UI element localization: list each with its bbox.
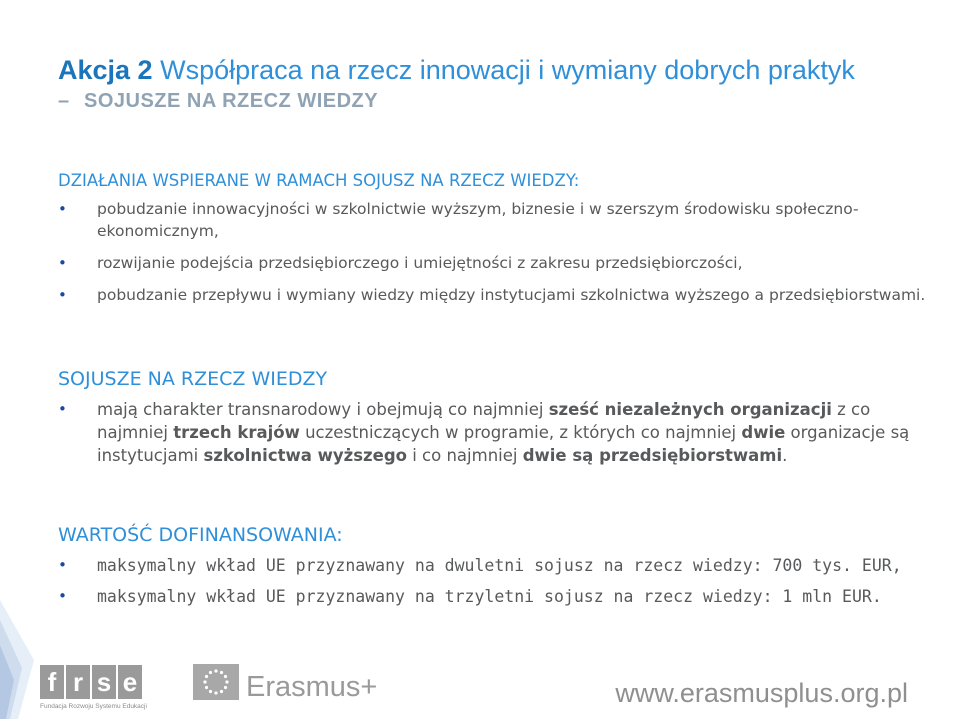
title-block <box>58 54 938 113</box>
title-text: Współpraca na rzecz innowacji i wymiany dobrych praktyk <box>160 55 855 85</box>
list-item: • pobudzanie przepływu i wymiany wiedzy między instytucjami szkolnictwa wyższego a przedsiębiorstwami. <box>58 284 938 306</box>
list-item: • maksymalny wkład UE przyznawany na trzyletni sojusz na rzecz wiedzy: 1 mln EUR. <box>58 585 938 608</box>
list-item: • maksymalny wkład UE przyznawany na dwuletni sojusz na rzecz wiedzy: 700 tys. EUR, <box>58 554 938 577</box>
bold-span: dwie <box>741 423 786 442</box>
bullet-list <box>58 398 938 467</box>
text-span: mają charakter transnarodowy i obejmują co najmniej <box>97 400 549 419</box>
bold-span: sześć niezależnych organizacji <box>548 400 832 419</box>
section-heading: SOJUSZE NA RZECZ WIEDZY <box>58 368 328 390</box>
text-span: organizacje są instytucjami <box>97 423 910 465</box>
website-url[interactable]: www.erasmusplus.org.pl <box>615 678 908 708</box>
eu-flag-icon <box>193 664 239 700</box>
text-span: i co najmniej <box>406 446 523 465</box>
frse-logo <box>40 665 147 710</box>
text-span: z co najmniej <box>97 400 871 442</box>
bold-span: szkolnictwa wyższego <box>203 446 407 465</box>
bullet-list <box>58 198 938 306</box>
frse-letter: s <box>92 665 116 699</box>
page-subtitle <box>58 89 938 113</box>
erasmus-plus-logo: Erasmus+ <box>246 671 378 703</box>
section-heading: DZIAŁANIA WSPIERANE W RAMACH SOJUSZ NA RZECZ WIEDZY: <box>58 171 580 190</box>
list-item <box>58 398 938 467</box>
bold-span: dwie są przedsiębiorstwami <box>522 446 783 465</box>
frse-letter: r <box>66 665 90 699</box>
section-funding <box>58 522 938 608</box>
section-heading: WARTOŚĆ DOFINANSOWANIA: <box>58 524 343 546</box>
frse-letter: f <box>40 665 64 699</box>
corner-decoration <box>0 600 40 719</box>
list-item: • rozwijanie podejścia przedsiębiorczego i umiejętności z zakresu przedsiębiorczości, <box>58 252 938 274</box>
section-alliances <box>58 366 938 467</box>
list-item: • pobudzanie innowacyjności w szkolnictwie wyższym, biznesie i w szerszym środowisku społeczno-ekonomicznym, <box>58 198 938 242</box>
section-supported-actions <box>58 170 938 306</box>
frse-letter: e <box>118 665 142 699</box>
bullet-list <box>58 554 938 608</box>
subtitle-text: SOJUSZE NA RZECZ WIEDZY <box>84 90 379 112</box>
text-span: uczestniczących w programie, z których co najmniej <box>299 423 742 442</box>
bold-span: trzech krajów <box>173 423 300 442</box>
frse-letters <box>40 665 144 699</box>
text-span: . <box>782 446 788 465</box>
title-action: Akcja 2 <box>58 55 153 85</box>
subtitle-dash: – <box>58 90 70 112</box>
page-title <box>58 54 938 86</box>
frse-subtitle: Fundacja Rozwoju Systemu Edukacji <box>40 703 147 710</box>
